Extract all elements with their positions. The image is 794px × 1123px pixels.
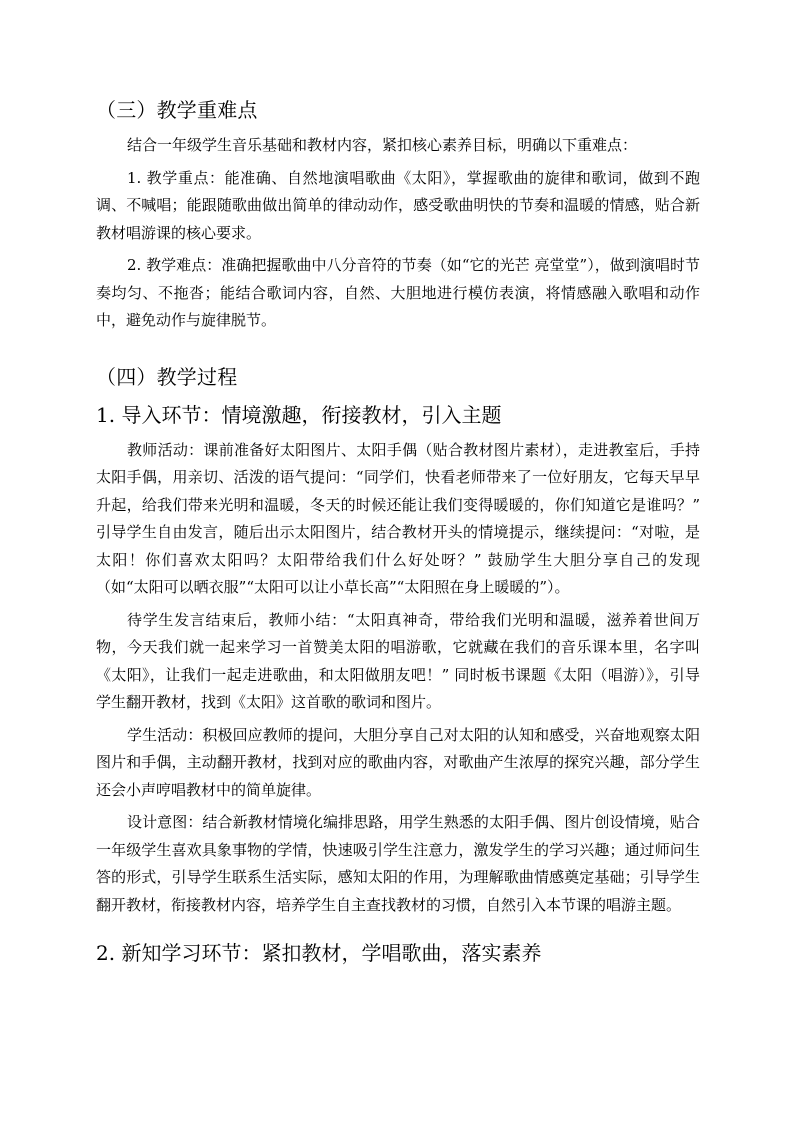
section-title-key-points: （三）教学重难点	[96, 98, 258, 122]
teaching-difficulty-paragraph: 2. 教学难点：准确把握歌曲中八分音符的节奏（如“它的光芒 亮堂堂”），做到演唱时节奏均匀、不拖沓；能结合歌词内容，自然、大胆地进行模仿表演，将情感融入歌唱和动作中，避免动作与旋律脱节。	[96, 256, 700, 329]
key-points-block	[96, 132, 700, 335]
subsection-title-new-knowledge: 2. 新知学习环节：紧扣教材，学唱歌曲，落实素养	[96, 941, 542, 965]
key-points-intro: 结合一年级学生音乐基础和教材内容，紧扣核心素养目标，明确以下重难点：	[127, 136, 638, 154]
teacher-activity-paragraph: 教师活动：课前准备好太阳图片、太阳手偶（贴合教材图片素材），走进教室后，手持太阳手偶，用亲切、活泼的语气提问：“同学们，快看老师带来了一位好朋友，它每天早早升起，给我们带来光明和温暖，冬天的时候还能让我们变得暖暖的，你们知道它是谁吗？” 引导学生自由发言，随后出示太阳图片，结合教材开头的情境提示，继续提问：“对啦，是太阳！你们喜欢太阳吗？太阳带给我们什么好处呀？” 鼓励学生大胆分享自己的发现（如“太阳可以晒衣服”“太阳可以让小草长高”“太阳照在身上暖暖的”）。	[96, 440, 700, 596]
teaching-focus-paragraph: 1. 教学重点：能准确、自然地演唱歌曲《太阳》，掌握歌曲的旋律和歌词，做到不跑调、不喊唱；能跟随歌曲做出简单的律动动作，感受歌曲明快的节奏和温暖的情感，贴合新教材唱游课的核心要求。	[96, 168, 700, 242]
section-title-teaching-process: （四）教学过程	[96, 364, 238, 389]
teacher-summary-paragraph: 待学生发言结束后，教师小结：“太阳真神奇，带给我们光明和温暖，滋养着世间万物，今天我们就一起来学习一首赞美太阳的唱游歌，它就藏在我们的音乐课本里，名字叫《太阳》，让我们一起走进歌曲，和太阳做朋友吧！” 同时板书课题《太阳（唱游）》，引导学生翻开教材，找到《太阳》这首歌的歌词和图片。	[96, 610, 700, 711]
design-intent-paragraph: 设计意图：结合新教材情境化编排思路，用学生熟悉的太阳手偶、图片创设情境，贴合一年级学生喜欢具象事物的学情，快速吸引学生注意力，激发学生的学习兴趣；通过师问生答的形式，引导学生联系生活实际，感知太阳的作用，为理解歌曲情感奠定基础；引导学生翻开教材，衔接教材内容，培养学生自主查找教材的习惯，自然引入本节课的唱游主题。	[96, 813, 700, 914]
subsection-title-introduction: 1. 导入环节：情境激趣，衔接教材，引入主题	[96, 402, 502, 427]
introduction-block	[96, 437, 700, 920]
student-activity-paragraph: 学生活动：积极回应教师的提问，大胆分享自己对太阳的认知和感受，兴奋地观察太阳图片和手偶，主动翻开教材，找到对应的歌曲内容，对歌曲产生浓厚的探究兴趣，部分学生还会小声哼唱教材中的简单旋律。	[96, 725, 700, 799]
